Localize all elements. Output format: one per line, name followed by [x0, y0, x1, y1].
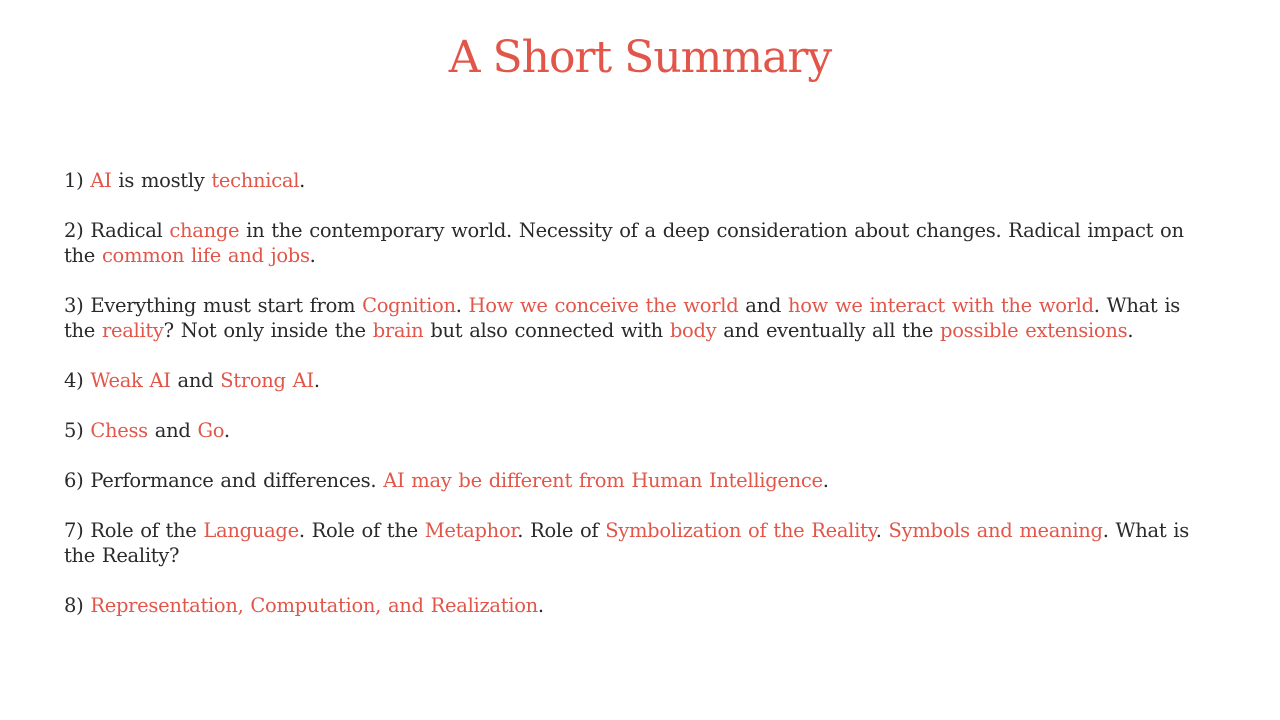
highlighted-term: brain [372, 319, 424, 342]
item-text: . What is the Reality? [64, 519, 1189, 567]
item-text: is mostly [111, 169, 212, 192]
summary-item-2 [64, 218, 1214, 268]
item-text: . [1127, 319, 1134, 342]
highlighted-term: Strong AI [220, 369, 314, 392]
item-text: . [299, 169, 306, 192]
highlighted-term: body [669, 319, 717, 342]
highlighted-term: technical [211, 169, 300, 192]
item-text: ? Not only inside the [163, 319, 373, 342]
highlighted-term: Chess [90, 419, 148, 442]
item-text: . [875, 519, 889, 542]
item-text: 5) [64, 419, 91, 442]
summary-item-1 [64, 168, 1214, 193]
highlighted-term: Cognition [362, 294, 456, 317]
highlighted-term: Representation, Computation, and Realization [90, 594, 538, 617]
summary-item-8 [64, 593, 1214, 618]
highlighted-term: reality [101, 319, 164, 342]
item-text: and eventually all the [716, 319, 941, 342]
summary-item-3 [64, 293, 1214, 343]
item-text: in the contemporary world. Necessity of a deep consideration about changes. Radical impact on the [64, 219, 1184, 267]
item-text: . [309, 244, 316, 267]
item-text: 4) [64, 369, 91, 392]
item-text: . What is the [64, 294, 1180, 342]
highlighted-term: How we conceive the world [468, 294, 739, 317]
item-text: but also connected with [423, 319, 670, 342]
item-text: 6) Performance and differences. [64, 469, 384, 492]
highlighted-term: Weak AI [90, 369, 171, 392]
summary-item-4 [64, 368, 1214, 393]
highlighted-term: possible extensions [940, 319, 1128, 342]
summary-list [64, 168, 1214, 643]
highlighted-term: Go [197, 419, 224, 442]
highlighted-term: common life and jobs [101, 244, 310, 267]
item-text: . [223, 419, 230, 442]
item-text: . [455, 294, 469, 317]
item-text: . [822, 469, 829, 492]
summary-item-5 [64, 418, 1214, 443]
item-text: and [147, 419, 198, 442]
highlighted-term: AI [90, 169, 112, 192]
highlighted-term: Metaphor [424, 519, 518, 542]
item-text: 1) [64, 169, 91, 192]
item-text: and [170, 369, 221, 392]
summary-item-6 [64, 468, 1214, 493]
item-text: 3) Everything must start from [64, 294, 363, 317]
highlighted-term: change [169, 219, 240, 242]
item-text: 7) Role of the [64, 519, 204, 542]
item-text: . [537, 594, 544, 617]
item-text: . [313, 369, 320, 392]
item-text: 2) Radical [64, 219, 170, 242]
item-text: and [738, 294, 788, 317]
highlighted-term: how we interact with the world [787, 294, 1094, 317]
item-text: . Role of [517, 519, 606, 542]
highlighted-term: Symbols and meaning [888, 519, 1103, 542]
highlighted-term: AI may be different from Human Intelligence [383, 469, 823, 492]
highlighted-term: Symbolization of the Reality [605, 519, 876, 542]
item-text: . Role of the [298, 519, 425, 542]
highlighted-term: Language [203, 519, 299, 542]
item-text: 8) [64, 594, 91, 617]
slide-title: A Short Summary [448, 32, 832, 83]
summary-item-7 [64, 518, 1214, 568]
